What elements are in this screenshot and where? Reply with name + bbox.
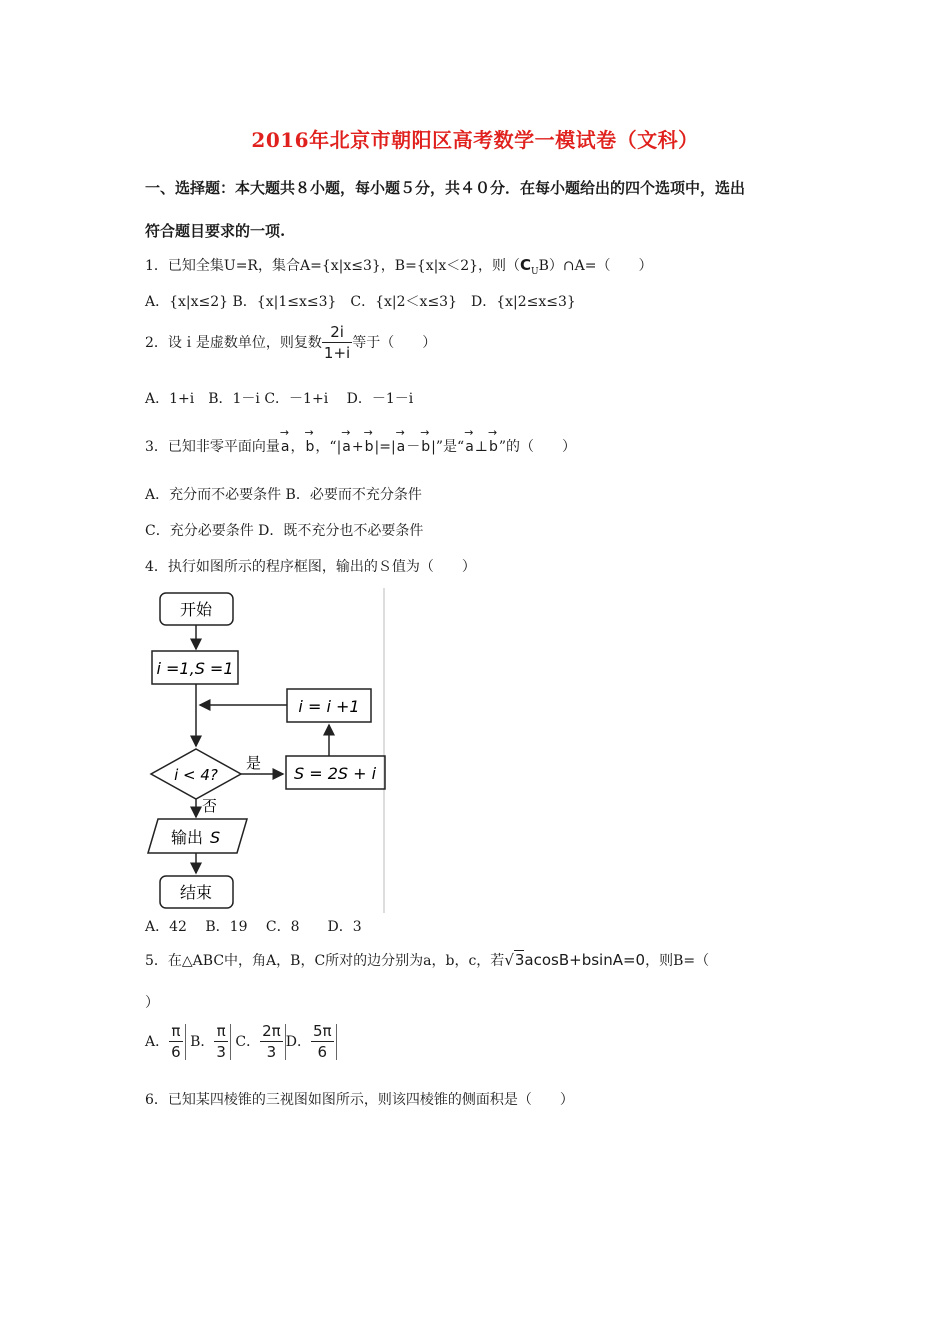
q2-stem: 2．设ｉ是虚数单位，则复数 (145, 335, 322, 351)
section-heading: 一、选择题：本大题共８小题，每小题５分，共４０分．在每小题给出的四个选项中，选出 (145, 179, 746, 197)
q5-option-b-label: B． (185, 1034, 215, 1050)
q5-option-b-denominator: 3 (216, 1043, 226, 1061)
decision-label: i < 4? (174, 766, 218, 784)
vector-b: → b (488, 439, 499, 455)
q5-stem-close: ） (145, 995, 159, 1011)
q2-stem-end: 等于（ ） (352, 335, 437, 351)
complement-subscript: U (531, 266, 539, 277)
question-4: 4．执行如图所示的程序框图，输出的Ｓ值为（ ） (145, 559, 476, 575)
q5-options (145, 1024, 337, 1060)
q5-option-a-denominator: 6 (171, 1043, 181, 1061)
complement-symbol: C (520, 256, 532, 274)
question-2 (145, 325, 436, 361)
q5-stem: 5．在△ABC中，角A，B，C所对的边分别为a，b，c，若 (145, 953, 505, 969)
question-5 (145, 950, 709, 970)
q3-cond-open: ，“| (315, 439, 342, 455)
vector-a: → a (280, 439, 291, 455)
section-heading-cont: 符合题目要求的一项. (145, 222, 286, 240)
vector-b: → b (364, 439, 375, 455)
start-label: 开始 (179, 600, 213, 619)
question-6: 6．已知某四棱锥的三视图如图所示，则该四棱锥的侧面积是（ ） (145, 1092, 574, 1108)
q5-option-d-denominator: 6 (317, 1043, 328, 1061)
q3-cond-close: |”是“ (431, 439, 465, 455)
q2-fraction-numerator: 2i (322, 325, 352, 343)
output-variable: S (210, 828, 221, 847)
update-label: S = 2S + i (293, 764, 377, 783)
q5-stem-end: ，则B=（ (645, 953, 710, 969)
q5-option-a-label: A． (145, 1034, 170, 1050)
vector-a: → a (396, 439, 407, 455)
q5-option-b-numerator: π (214, 1024, 228, 1042)
sqrt-radicand: 3 (514, 951, 525, 969)
q5-option-c-numerator: 2π (262, 1022, 281, 1040)
q5-option-c-denominator: 3 (266, 1043, 277, 1061)
vector-b: → b (420, 439, 431, 455)
q5-option-b (214, 1024, 231, 1060)
end-label: 结束 (179, 883, 213, 902)
yes-label: 是 (246, 754, 262, 772)
q5-option-d (311, 1024, 337, 1060)
q1-options: A．{x|x≤2} B．{x|1≤x≤3} C．{x|2＜x≤3} D．{x|2≤x≤3} (145, 294, 576, 310)
q5-option-d-label: D． (285, 1034, 311, 1050)
vector-a: → a (341, 439, 352, 455)
q3-options-2: C．充分必要条件 D．既不充分也不必要条件 (145, 523, 424, 539)
vector-a: → a (464, 439, 475, 455)
q3-options-1: A．充分而不必要条件 B．必要而不充分条件 (145, 487, 422, 503)
question-1 (145, 255, 653, 277)
q3-plus: + (351, 439, 364, 455)
q1-stem: 1．已知全集U=R，集合A={x|x≤3}，B={x|x＜2}，则（ (145, 258, 521, 274)
q5-option-a-numerator: π (169, 1024, 183, 1042)
q3-minus: － (406, 439, 421, 455)
q5-option-c (260, 1024, 286, 1060)
q2-options: A．1+i B．1－i C．－1+i D．－1－i (145, 391, 414, 407)
output-label: 输出 (171, 828, 204, 847)
sqrt-expression: √3 (504, 951, 525, 969)
q5-option-d-numerator: 5π (312, 1022, 332, 1040)
q3-stem: 3．已知非零平面向量 (145, 439, 280, 455)
q3-mid: |=| (374, 439, 396, 455)
q5-expression: acosB+bsinA=0 (524, 951, 646, 969)
vector-b: → b (305, 439, 316, 455)
q4-options: A．42 B．19 C．8 D．3 (145, 919, 362, 935)
page-title: 2016年北京市朝阳区高考数学一模试卷（文科） (251, 128, 699, 152)
q3-perp: ⊥ (474, 439, 488, 455)
flowchart (140, 588, 390, 913)
no-label: 否 (202, 797, 218, 815)
q2-fraction-denominator: 1+i (323, 344, 351, 362)
q3-stem-end: ”的（ ） (498, 439, 577, 455)
q5-option-a (169, 1024, 186, 1060)
question-3 (145, 436, 576, 456)
q5-option-c-label: C． (230, 1034, 261, 1050)
q1-stem-end: B）∩A=（ ） (538, 258, 653, 274)
increment-label: i = i +1 (298, 697, 360, 716)
init-label: i =1,S =1 (156, 659, 234, 678)
q2-fraction (322, 325, 352, 361)
q3-comma: ， (290, 439, 305, 455)
